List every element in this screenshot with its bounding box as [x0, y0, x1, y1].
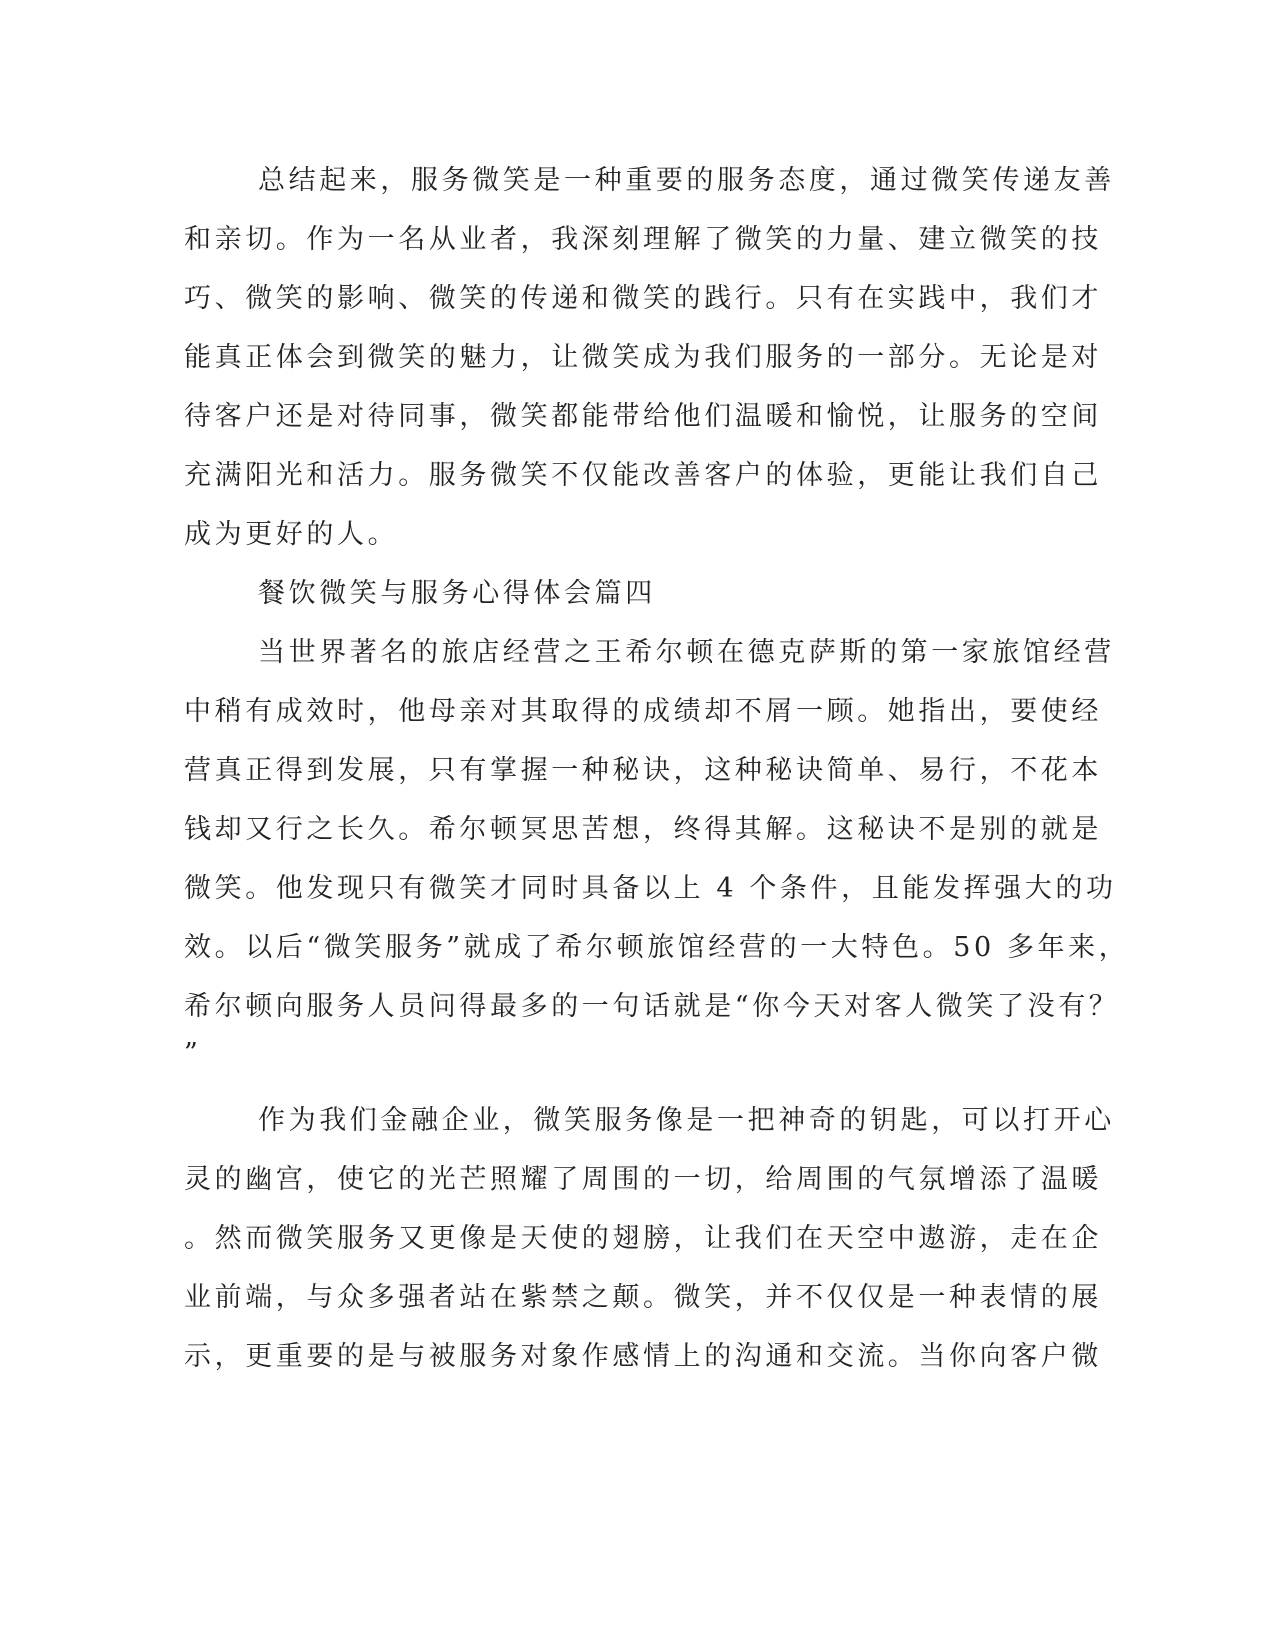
paragraph-line: 当世界著名的旅店经营之王希尔顿在德克萨斯的第一家旅馆经营 — [258, 637, 1115, 668]
paragraph-line: 中稍有成效时，他母亲对其取得的成绩却不屑一顾。她指出，要使经 — [184, 696, 1102, 727]
paragraph-line: 巧、微笑的影响、微笑的传递和微笑的践行。只有在实践中，我们才 — [184, 283, 1102, 314]
paragraph-line: 业前端，与众多强者站在紫禁之颠。微笑，并不仅仅是一种表情的展 — [184, 1282, 1102, 1313]
paragraph-line: 。然而微笑服务又更像是天使的翅膀，让我们在天空中遨游，走在企 — [184, 1223, 1102, 1254]
paragraph-line: 和亲切。作为一名从业者，我深刻理解了微笑的力量、建立微笑的技 — [184, 224, 1102, 255]
paragraph-line: 微笑。他发现只有微笑才同时具备以上 4 个条件，且能发挥强大的功 — [184, 873, 1117, 904]
paragraph-line: 示，更重要的是与被服务对象作感情上的沟通和交流。当你向客户微 — [184, 1341, 1102, 1372]
paragraph-line: 总结起来，服务微笑是一种重要的服务态度，通过微笑传递友善 — [258, 165, 1115, 196]
paragraph-line: 灵的幽宫，使它的光芒照耀了周围的一切，给周围的气氛增添了温暖 — [184, 1164, 1102, 1195]
paragraph-line: 能真正体会到微笑的魅力，让微笑成为我们服务的一部分。无论是对 — [184, 342, 1102, 373]
paragraph-line: 待客户还是对待同事，微笑都能带给他们温暖和愉悦，让服务的空间 — [184, 401, 1102, 432]
section-heading: 餐饮微笑与服务心得体会篇四 — [258, 578, 656, 609]
paragraph-line: 希尔顿向服务人员问得最多的一句话就是“你今天对客人微笑了没有？ — [184, 991, 1120, 1022]
paragraph-line: 成为更好的人。 — [184, 519, 399, 550]
paragraph-line: 效。以后“微笑服务”就成了希尔顿旅馆经营的一大特色。50 多年来， — [184, 932, 1130, 963]
paragraph-line: 钱却又行之长久。希尔顿冥思苦想，终得其解。这秘诀不是别的就是 — [184, 814, 1102, 845]
paragraph-line: 充满阳光和活力。服务微笑不仅能改善客户的体验，更能让我们自己 — [184, 460, 1102, 491]
paragraph-line: ” — [184, 1038, 202, 1069]
paragraph-line: 营真正得到发展，只有掌握一种秘诀，这种秘诀简单、易行，不花本 — [184, 755, 1102, 786]
paragraph-line: 作为我们金融企业，微笑服务像是一把神奇的钥匙，可以打开心 — [258, 1105, 1115, 1136]
